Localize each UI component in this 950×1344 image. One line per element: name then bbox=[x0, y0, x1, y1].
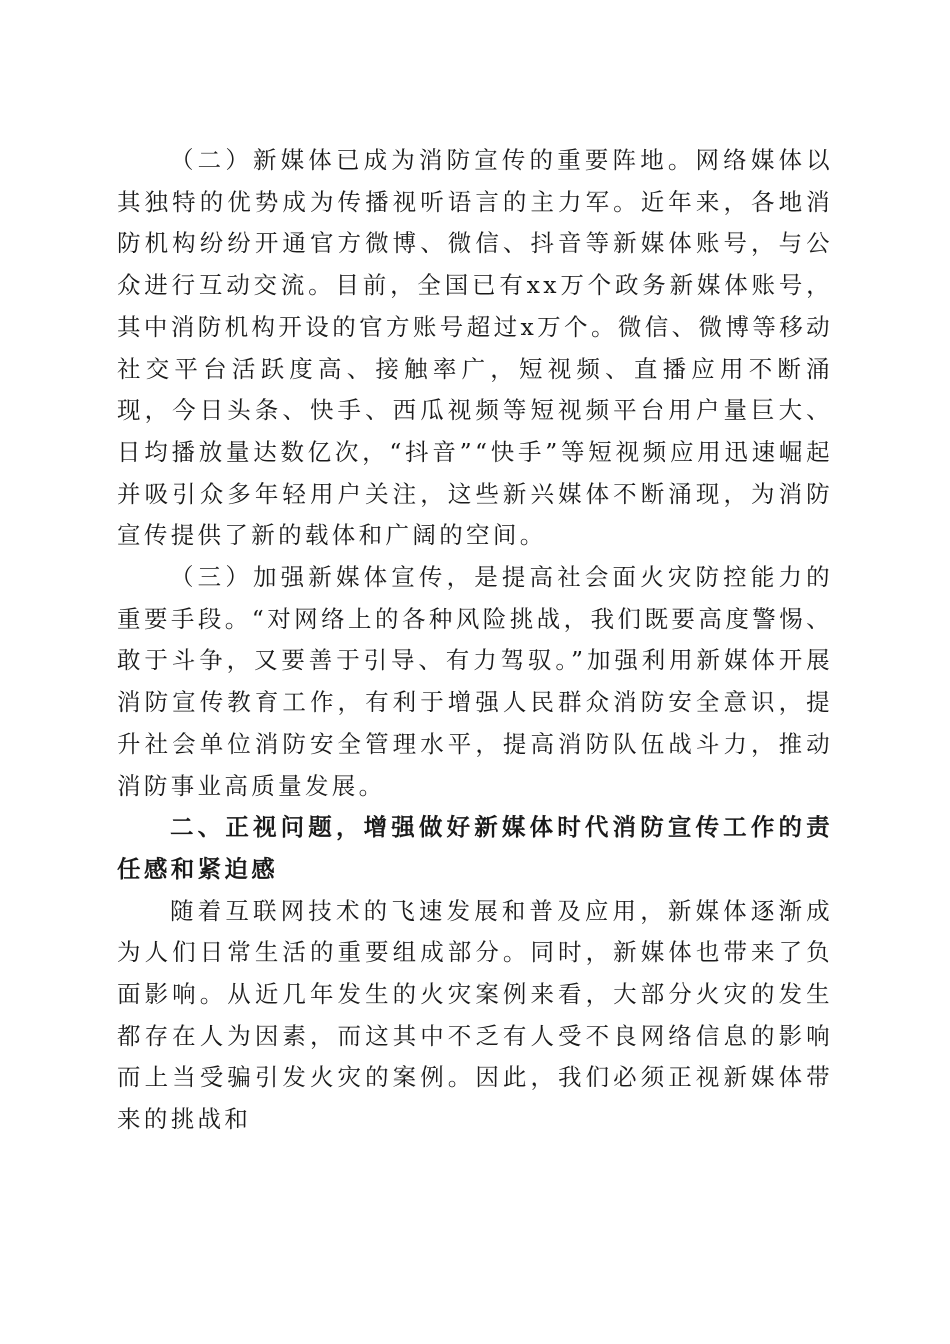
paragraph-body: “对网络上的各种风险挑战，我们既要高度警惕、敢于斗争，又要善于引导、有力驾驭。”加强利用新媒体开展消防宣传教育工作，有利于增强人民群众消防安全意识，提升社会单位消防安全管理水平，提高消防队伍战斗力，推动消防事业高质量发展。 bbox=[117, 604, 834, 800]
paragraph-new-media-position bbox=[117, 140, 833, 557]
paragraph-lead: （二）新媒体已成为消防宣传的重要阵地。 bbox=[170, 146, 696, 174]
section-heading: 二、正视问题，增强做好新媒体时代消防宣传工作的责任感和紧迫感 bbox=[117, 813, 833, 883]
paragraph-lead: （三）加强新媒体宣传，是提高社会面火灾防控能力的重要手段。 bbox=[117, 563, 833, 633]
document-page bbox=[117, 140, 833, 1141]
paragraph-internet-development: 随着互联网技术的飞速发展和普及应用，新媒体逐渐成为人们日常生活的重要组成部分。同时，新媒体也带来了负面影响。从近几年发生的火灾案例来看，大部分火灾的发生都存在人为因素，而这其中不乏有人受不良网络信息的影响而上当受骗引发火灾的案例。因此，我们必须正视新媒体带来的挑战和 bbox=[117, 896, 833, 1134]
paragraph-body: 网络媒体以其独特的优势成为传播视听语言的主力军。近年来，各地消防机构纷纷开通官方微博、微信、抖音等新媒体账号，与公众进行互动交流。目前，全国已有xx万个政务新媒体账号，其中消防机构开设的官方账号超过x万个。微信、微博等移动社交平台活跃度高、接触率广，短视频、直播应用不断涌现，今日头条、快手、西瓜视频等短视频平台用户量巨大、日均播放量达数亿次，“抖音”“快手”等短视频应用迅速崛起并吸引众多年轻用户关注，这些新兴媒体不断涌现，为消防宣传提供了新的载体和广阔的空间。 bbox=[117, 146, 833, 550]
paragraph-strengthen-publicity bbox=[117, 557, 833, 807]
